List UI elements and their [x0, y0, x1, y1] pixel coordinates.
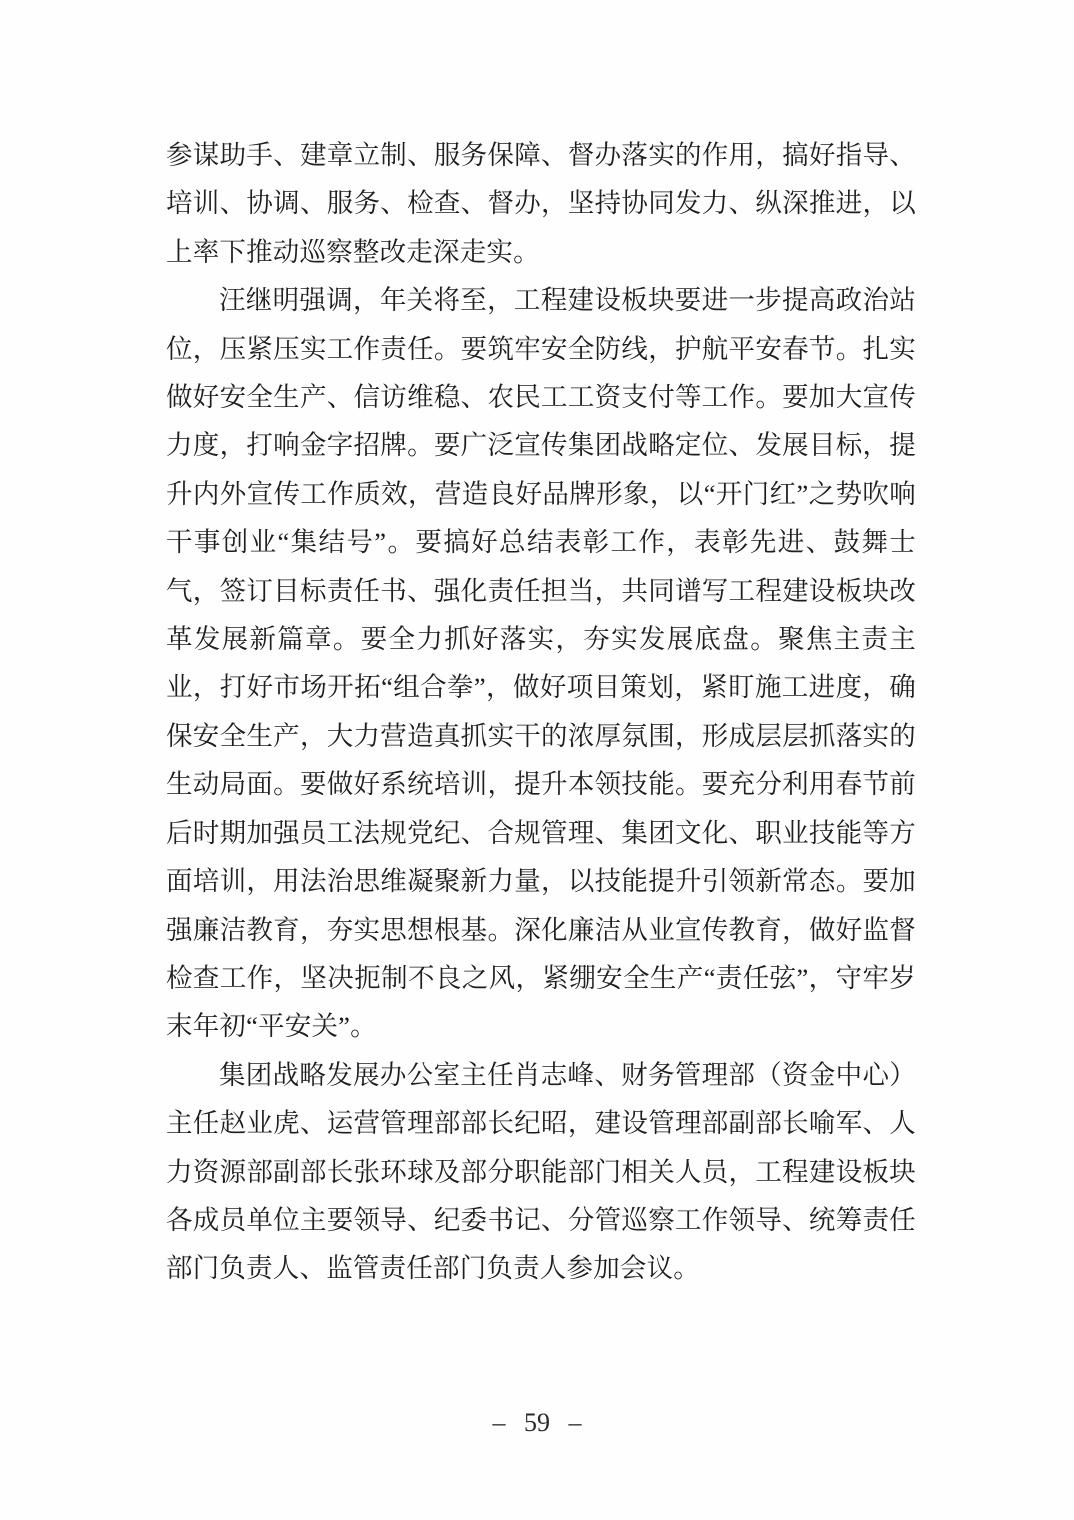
- paragraph: 参谋助手、建章立制、服务保障、督办落实的作用，搞好指导、培训、协调、服务、检查、督办，坚持协同发力、纵深推进，以上率下推动巡察整改走深走实。: [166, 140, 916, 267]
- paragraph: 集团战略发展办公室主任肖志峰、财务管理部（资金中心）主任赵业虎、运营管理部部长纪昭，建设管理部副部长喻军、人力资源部副部长张环球及部分职能部门相关人员，工程建设板块各成员单位主要领导、纪委书记、分管巡察工作领导、统筹责任部门负责人、监管责任部门负责人参加会议。: [166, 1059, 916, 1284]
- paragraph: 汪继明强调，年关将至，工程建设板块要进一步提高政治站位，压紧压实工作责任。要筑牢安全防线，护航平安春节。扎实做好安全生产、信访维稳、农民工工资支付等工作。要加大宣传力度，打响金字招牌。要广泛宣传集团战略定位、发展目标，提升内外宣传工作质效，营造良好品牌形象，以“开门红”之势吹响干事创业“集结号”。要搞好总结表彰工作，表彰先进、鼓舞士气，签订目标责任书、强化责任担当，共同谱写工程建设板块改革发展新篇章。要全力抓好落实，夯实发展底盘。聚焦主责主业，打好市场开拓“组合拳”，做好项目策划，紧盯施工进度，确保安全生产，大力营造真抓实干的浓厚氛围，形成层层抓落实的生动局面。要做好系统培训，提升本领技能。要充分利用春节前后时期加强员工法规党纪、合规管理、集团文化、职业技能等方面培训，用法治思维凝聚新力量，以技能提升引领新常态。要加强廉洁教育，夯实思想根基。深化廉洁从业宣传教育，做好监督检查工作，坚决扼制不良之风，紧绷安全生产“责任弦”，守牢岁末年初“平安关”。: [166, 285, 916, 1042]
- document-body: [166, 131, 916, 1293]
- page-number: – 59 –: [492, 1408, 582, 1437]
